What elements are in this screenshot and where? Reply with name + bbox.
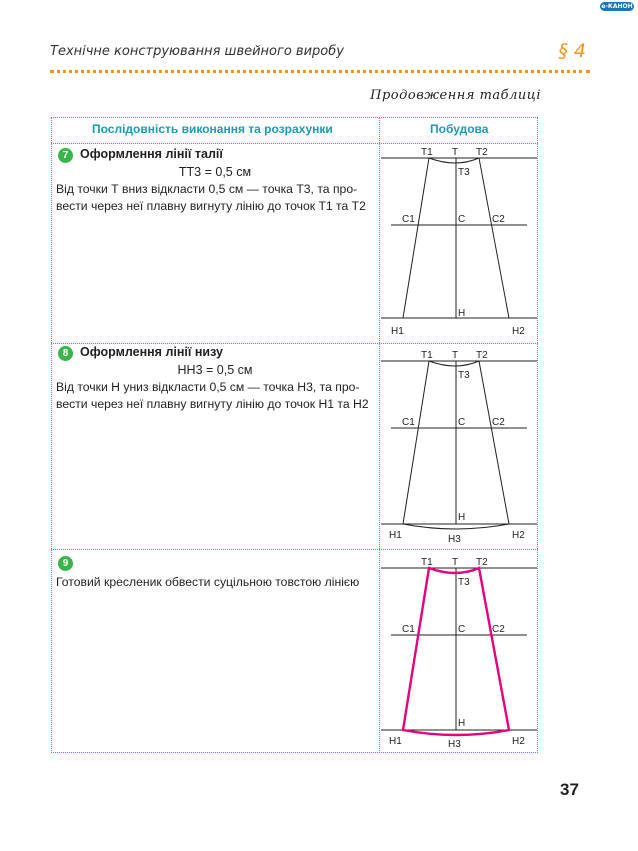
label-h3: Н3 [448,739,461,750]
label-t: Т [452,350,459,361]
step-formula: НН3 = 0,5 см [177,363,253,377]
waist-curve [429,158,479,163]
label-c1: С1 [402,214,415,225]
running-header-title: Технічне конструювання швейного виробу [50,44,344,59]
label-t1: Т1 [421,147,433,158]
right-side-seam [479,361,509,524]
label-c1: С1 [402,624,415,635]
label-c: С [458,417,466,428]
label-h2: Н2 [512,326,525,337]
label-t2: Т2 [476,350,488,361]
step-badge: 9 [58,556,73,571]
page-number: 37 [560,780,579,799]
step-description [56,379,374,413]
label-t2: Т2 [476,557,488,568]
label-h2: Н2 [512,736,525,747]
left-side-seam [403,158,429,318]
column-divider [379,117,380,753]
step-badge: 7 [58,148,73,163]
label-t: Т [452,557,459,568]
step-description [56,574,374,591]
column-header-steps: Послідовність виконання та розрахунки [92,122,333,136]
skirt-drawing-hem [381,344,537,548]
description-line: Готовий кресленик обвести суцільною товстою лінією [56,575,360,589]
description-line: вести через неї плавну вигнуту лінію до точок Т1 та Т2 [56,199,366,213]
table-continuation-label: Продовження таблиці [370,88,541,103]
step-description [56,181,374,215]
label-c2: С2 [492,417,505,428]
label-t3: Т3 [458,577,470,588]
left-side-seam [403,361,429,524]
label-h1: Н1 [389,736,402,747]
label-h3: Н3 [448,534,461,545]
right-side-seam [479,158,509,318]
waist-curve [429,361,479,366]
skirt-drawing-final [381,550,537,752]
label-c: С [458,214,466,225]
description-line: вести через неї плавну вигнуту лінію до точок Н1 та Н2 [56,397,369,411]
label-c2: С2 [492,624,505,635]
label-t1: Т1 [421,350,433,361]
publisher-logo: e-КАНОН [601,3,633,10]
step-formula: ТТ3 = 0,5 см [178,165,252,179]
label-h: Н [458,718,466,729]
section-number: § 4 [558,40,586,62]
hem-curve [403,524,509,529]
label-h: Н [458,308,466,319]
label-h1: Н1 [391,326,404,337]
column-header-construction: Побудова [430,122,489,136]
description-line: Від точки Т вниз відкласти 0,5 см — точка Т3, та про- [56,182,358,196]
label-t3: Т3 [458,167,470,178]
label-c: С [458,624,466,635]
label-c1: С1 [402,417,415,428]
label-c2: С2 [492,214,505,225]
step-title: Оформлення лінії низу [80,345,223,359]
description-line: Від точки Н униз відкласти 0,5 см — точка Н3, та про- [56,380,360,394]
skirt-drawing-waist [381,144,537,342]
label-t2: Т2 [476,147,488,158]
step-title: Оформлення лінії талії [80,147,223,161]
step-badge: 8 [58,346,73,361]
label-t1: Т1 [421,557,433,568]
label-h1: Н1 [389,530,402,541]
label-h2: Н2 [512,530,525,541]
label-t3: Т3 [458,370,470,381]
label-t: Т [452,147,459,158]
header-divider [50,70,590,73]
label-h: Н [458,512,466,523]
